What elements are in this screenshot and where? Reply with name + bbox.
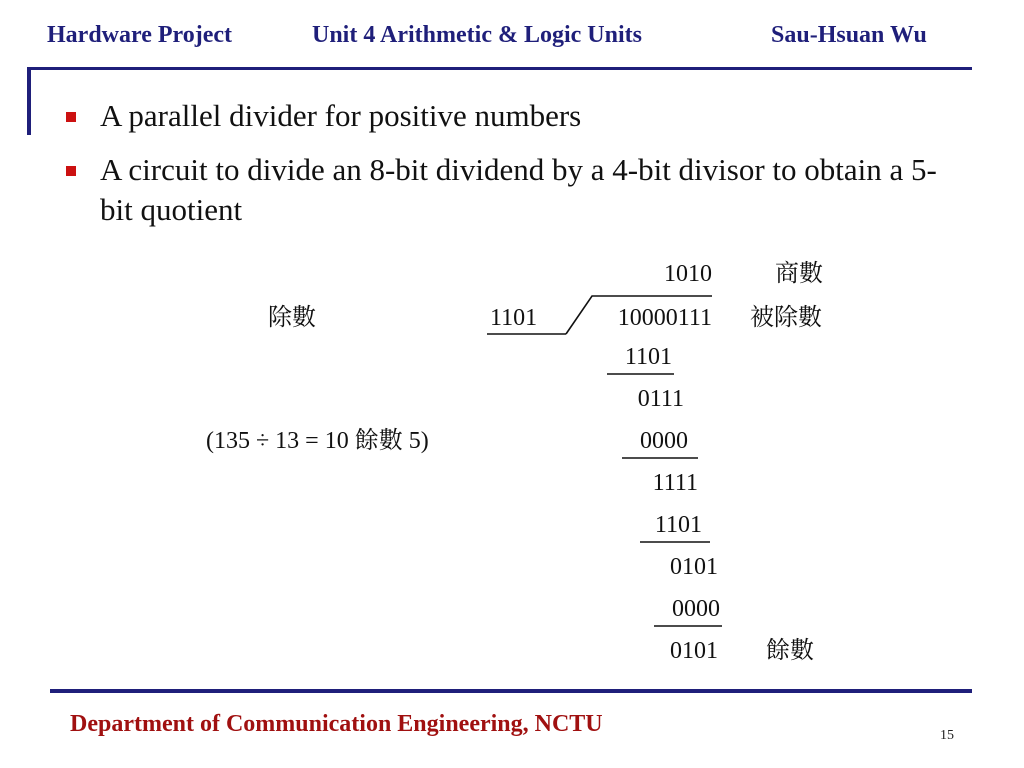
step-row: 0111 (637, 386, 684, 412)
divisor-label: 除數 (268, 305, 316, 331)
footer-divider (50, 689, 972, 693)
quotient-label: 商數 (775, 261, 823, 287)
dividend-label: 被除數 (750, 305, 822, 331)
header-unit-title: Unit 4 Arithmetic & Logic Units (312, 22, 642, 48)
header-author: Sau-Hsuan Wu (771, 22, 927, 48)
bullet-text-1: A parallel divider for positive numbers (100, 98, 582, 133)
bullet-text-2: A circuit to divide an 8-bit dividend by a 4-bit divisor to obtain a 5-bit quotient (100, 152, 937, 227)
remainder-label: 餘數 (766, 638, 814, 664)
page-number: 15 (940, 728, 954, 743)
step-row: 0101 (670, 554, 718, 580)
quotient: 1010 (664, 261, 712, 287)
dividend: 10000111 (617, 305, 712, 331)
step-row: 0000 (672, 596, 720, 622)
divisor: 1101 (490, 305, 538, 331)
footer-department: Department of Communication Engineering, NCTU (70, 711, 603, 737)
header-course-title: Hardware Project (47, 22, 233, 48)
equation: (135 ÷ 13 = 10 餘數 5) (206, 428, 429, 454)
step-row: 1101 (654, 512, 702, 538)
step-row: 1101 (624, 344, 672, 370)
step-row: 0000 (640, 428, 688, 454)
step-row: 1111 (652, 470, 698, 496)
step-row: 0101 (670, 638, 718, 664)
